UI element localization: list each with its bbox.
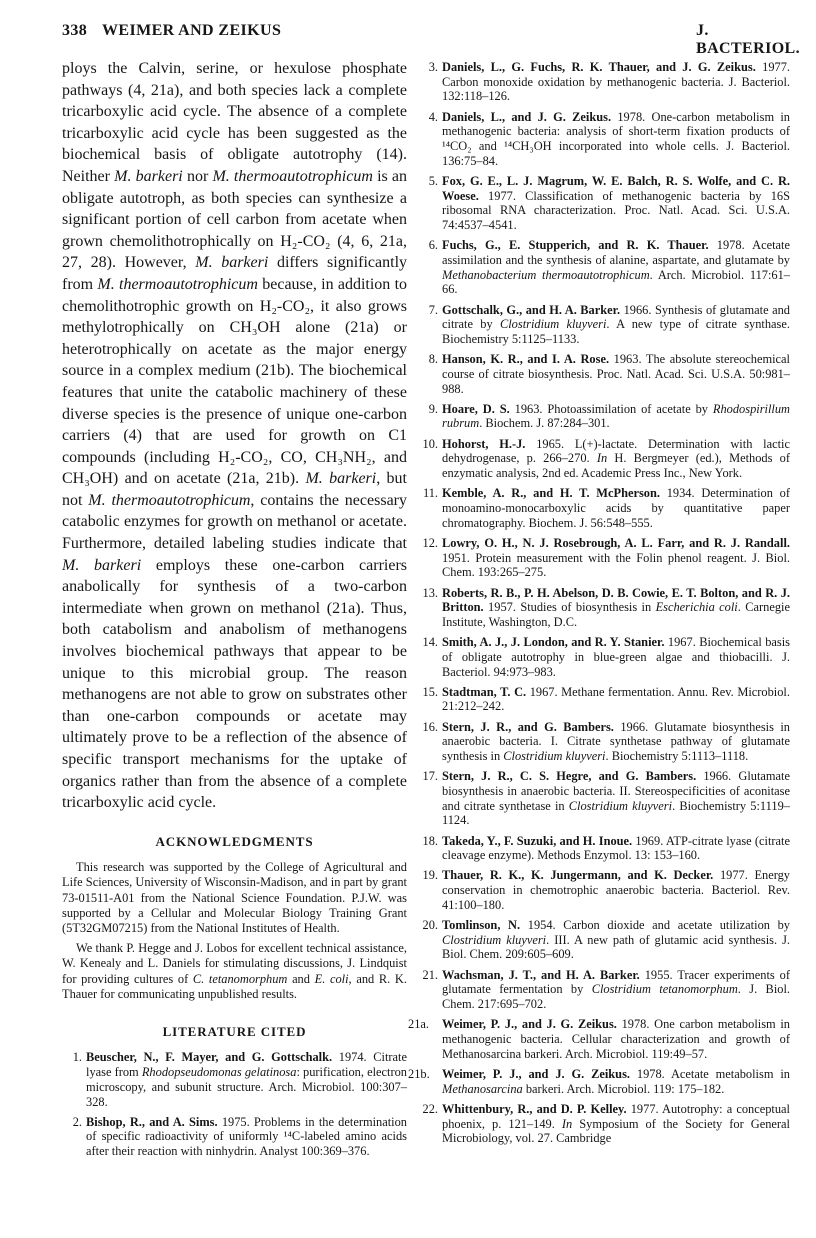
reference-item: 4. Daniels, L., and J. G. Zeikus. 1978. One-carbon metabolism in methanogenic bacteria: analysis of short-term fixation products of ¹⁴CO₂ and ¹⁴CH₃OH incorporated into whole cells. J. Bacteriol. 136:75–84.: [428, 109, 790, 168]
reference-item: 3. Daniels, L., G. Fuchs, R. K. Thauer, and J. G. Zeikus. 1977. Carbon monoxide oxidation by methanogenic bacteria. J. Bacteriol. 132:118–126.: [428, 60, 791, 104]
running-head-journal: J. BACTERIOL.: [696, 22, 801, 57]
acknowledgments-heading: ACKNOWLEDGMENTS: [155, 833, 314, 849]
reference-item: 21b. Weimer, P. J., and J. G. Zeikus. 1978. Acetate metabolism in Methanosarcina barkeri. Arch. Microbiol. 119: 175–182.: [408, 1066, 790, 1096]
page-number: 338: [62, 22, 88, 39]
reference-item: 22. Whittenbury, R., and D. P. Kelley. 1977. Autotrophy: a conceptual phoenix, p. 121–149. In Symposium of the Society for General Microbiology, vol. 27. Cambridge: [422, 1101, 790, 1146]
reference-item: 9. Hoare, D. S. 1963. Photoassimilation of acetate by Rhodospirillum rubrum. Biochem. J. 87:284–301.: [428, 401, 791, 431]
reference-item: 14. Smith, A. J., J. London, and R. Y. Stanier. 1967. Biochemical basis of obligate autotrophy in blue-green algae and thiobacilli. J. Bacteriol. 94:973–983.: [422, 635, 790, 679]
right-column: [408, 60, 791, 1151]
running-head-authors: WEIMER AND ZEIKUS: [102, 22, 282, 39]
left-column: [62, 58, 407, 1164]
reference-list-right: [408, 60, 791, 1146]
reference-item: 19. Thauer, R. K., K. Jungermann, and K. Decker. 1977. Energy conservation in chemotrophic anaerobic bacteria. Bacteriol. Rev. 41:100–180.: [422, 868, 790, 912]
reference-item: 15. Stadtman, T. C. 1967. Methane fermentation. Annu. Rev. Microbiol. 21:212–242.: [422, 684, 790, 714]
acknowledgments-paragraph: This research was supported by the College of Agricultural and Life Sciences, University of Wisconsin-Madison, and in part by grant 73-01511-A01 from the National Science Foundation. P.J.W. was supported by a Cellular and Molecular Biology Training Grant (5T32GM07215) from the National Institutes of Health.: [62, 859, 407, 936]
literature-cited-heading: LITERATURE CITED: [162, 1024, 307, 1040]
reference-item: 5. Fox, G. E., L. J. Magrum, W. E. Balch, R. S. Wolfe, and C. R. Woese. 1977. Classification of methanogenic bacteria by 16S ribosomal RNA characterization. Proc. Natl. Acad. Sci. U.S.A. 74:4537–4541.: [428, 173, 790, 233]
reference-item: 12. Lowry, O. H., N. J. Rosebrough, A. L. Farr, and R. J. Randall. 1951. Protein measurement with the Folin phenol reagent. J. Biol. Chem. 193:265–275.: [422, 535, 790, 580]
reference-item: 17. Stern, J. R., C. S. Hegre, and G. Bambers. 1966. Glutamate biosynthesis in anaerobic bacteria. II. Stereospecificities of aconitase and citrate synthetase in Clostridium kluyveri. Biochemistry 5:1119–1124.: [422, 769, 790, 828]
reference-item: 1. Beuscher, N., F. Mayer, and G. Gottschalk. 1974. Citrate lyase from Rhodopseudomonas gelatinosa: purification, electron microscopy, and subunit structure. Arch. Microbiol. 100:307–328.: [72, 1050, 407, 1109]
reference-item: 10. Hohorst, H.-J. 1965. L(+)-lactate. Determination with lactic dehydrogenase, p. 266–270. In H. Bergmeyer (ed.), Methods of enzymatic analysis, 2nd ed. Academic Press Inc., New York.: [422, 436, 790, 481]
reference-item: 2. Bishop, R., and A. Sims. 1975. Problems in the determination of specific radioactivity of uniformly ¹⁴C-labeled amino acids after their reaction with ninhydrin. Analyst 100:369–376.: [72, 1114, 407, 1159]
reference-item: 11. Kemble, A. R., and H. T. McPherson. 1934. Determination of monoamino-monocarboxylic acids by quantitative paper chromatography. Biochem. J. 56:548–555.: [422, 486, 790, 530]
reference-item: 18. Takeda, Y., F. Suzuki, and H. Inoue. 1969. ATP-citrate lyase (citrate cleavage enzyme). Methods Enzymol. 13: 153–160.: [422, 833, 790, 863]
reference-item: 16. Stern, J. R., and G. Bambers. 1966. Glutamate biosynthesis in anaerobic bacteria. I. Citrate synthetase pathway of glutamate synthesis in Clostridium kluyveri. Biochemistry 5:1113–1118.: [422, 719, 791, 764]
reference-list-left: [62, 1050, 407, 1158]
reference-item: 21a. Weimer, P. J., and J. G. Zeikus. 1978. One carbon metabolism in methanogenic bacteria. Cellular characterization and growth of Methanosarcina barkeri. Arch. Microbiol. 119:49–57.: [408, 1017, 790, 1061]
reference-item: 20. Tomlinson, N. 1954. Carbon dioxide and acetate utilization by Clostridium kluyveri. III. A new path of glutamic acid synthesis. J. Biol. Chem. 209:605–609.: [422, 918, 791, 962]
reference-item: 7. Gottschalk, G., and H. A. Barker. 1966. Synthesis of glutamate and citrate by Clostridium kluyveri. A new type of citrate synthase. Biochemistry 5:1125–1133.: [428, 302, 790, 346]
acknowledgments-paragraph: We thank P. Hegge and J. Lobos for excellent technical assistance, W. Kenealy and L. Daniels for stimulating discussions, J. Lindquist for providing cultures of C. tetanomorphum and E. coli, and R. K. Thauer for communicating unpublished results.: [62, 940, 407, 1002]
reference-item: 21. Wachsman, J. T., and H. A. Barker. 1955. Tracer experiments of glutamate fermentation by Clostridium tetanomorphum. J. Biol. Chem. 217:695–702.: [422, 967, 791, 1012]
reference-item: 6. Fuchs, G., E. Stupperich, and R. K. Thauer. 1978. Acetate assimilation and the synthesis of alanine, aspartate, and glutamate by Methanobacterium thermoautotrophicum. Arch. Microbiol. 117:61–66.: [428, 238, 790, 297]
reference-item: 13. Roberts, R. B., P. H. Abelson, D. B. Cowie, E. T. Bolton, and R. J. Britton. 1957. Studies of biosynthesis in Escherichia coli. Carnegie Institute, Washington, D.C.: [422, 585, 790, 629]
reference-item: 8. Hanson, K. R., and I. A. Rose. 1963. The absolute stereochemical course of citrate biosynthesis. Proc. Natl. Acad. Sci. U.S.A. 50:981–988.: [428, 352, 790, 396]
body-paragraph: ploys the Calvin, serine, or hexulose phosphate pathways (4, 21a), and both species lack a complete tricarboxylic acid cycle. The absence of a complete tricarboxylic acid cycle has been suggested as the biochemical basis of obligate autotrophy (14). Neither M. barkeri nor M. thermoautotrophicum is an obligate autotroph, as both species can synthesize a significant portion of cell carbon from acetate when grown chemolithotrophically on H₂-CO₂ (4, 6, 21a, 27, 28). However, M. barkeri differs significantly from M. thermoautotrophicum because, in addition to chemolithotrophic growth on H₂-CO₂, it also grows methylotrophically on CH₃OH alone (21a) or heterotrophically on acetate as the major energy source in a complex medium (21b). The biochemical features that unite the catabolic machinery of these diverse species is the presence of unique one-carbon carriers (4) that are used for growth on C1 compounds (including H₂-CO₂, CO, CH₃NH₂, and CH₃OH) and on acetate (21a, 21b). M. barkeri, but not M. thermoautotrophicum, contains the necessary catabolic enzymes for growth on methanol or acetate. Furthermore, detailed labeling studies indicate that M. barkeri employs these one-carbon carriers anabolically for synthesis of a two-carbon intermediate when grown on methanol (21a). Thus, both catabolism and anabolism of methanogens involves biochemical pathways that appear to be unique to this microbial group. The reason methanogens are not able to grow on substrates other than one-carbon compounds or acetate may ultimately prove to be a reflection of the absence of specific transport mechanisms for the uptake of organics rather than from the absence of a complete tricarboxylic acid cycle.: [62, 60, 408, 812]
